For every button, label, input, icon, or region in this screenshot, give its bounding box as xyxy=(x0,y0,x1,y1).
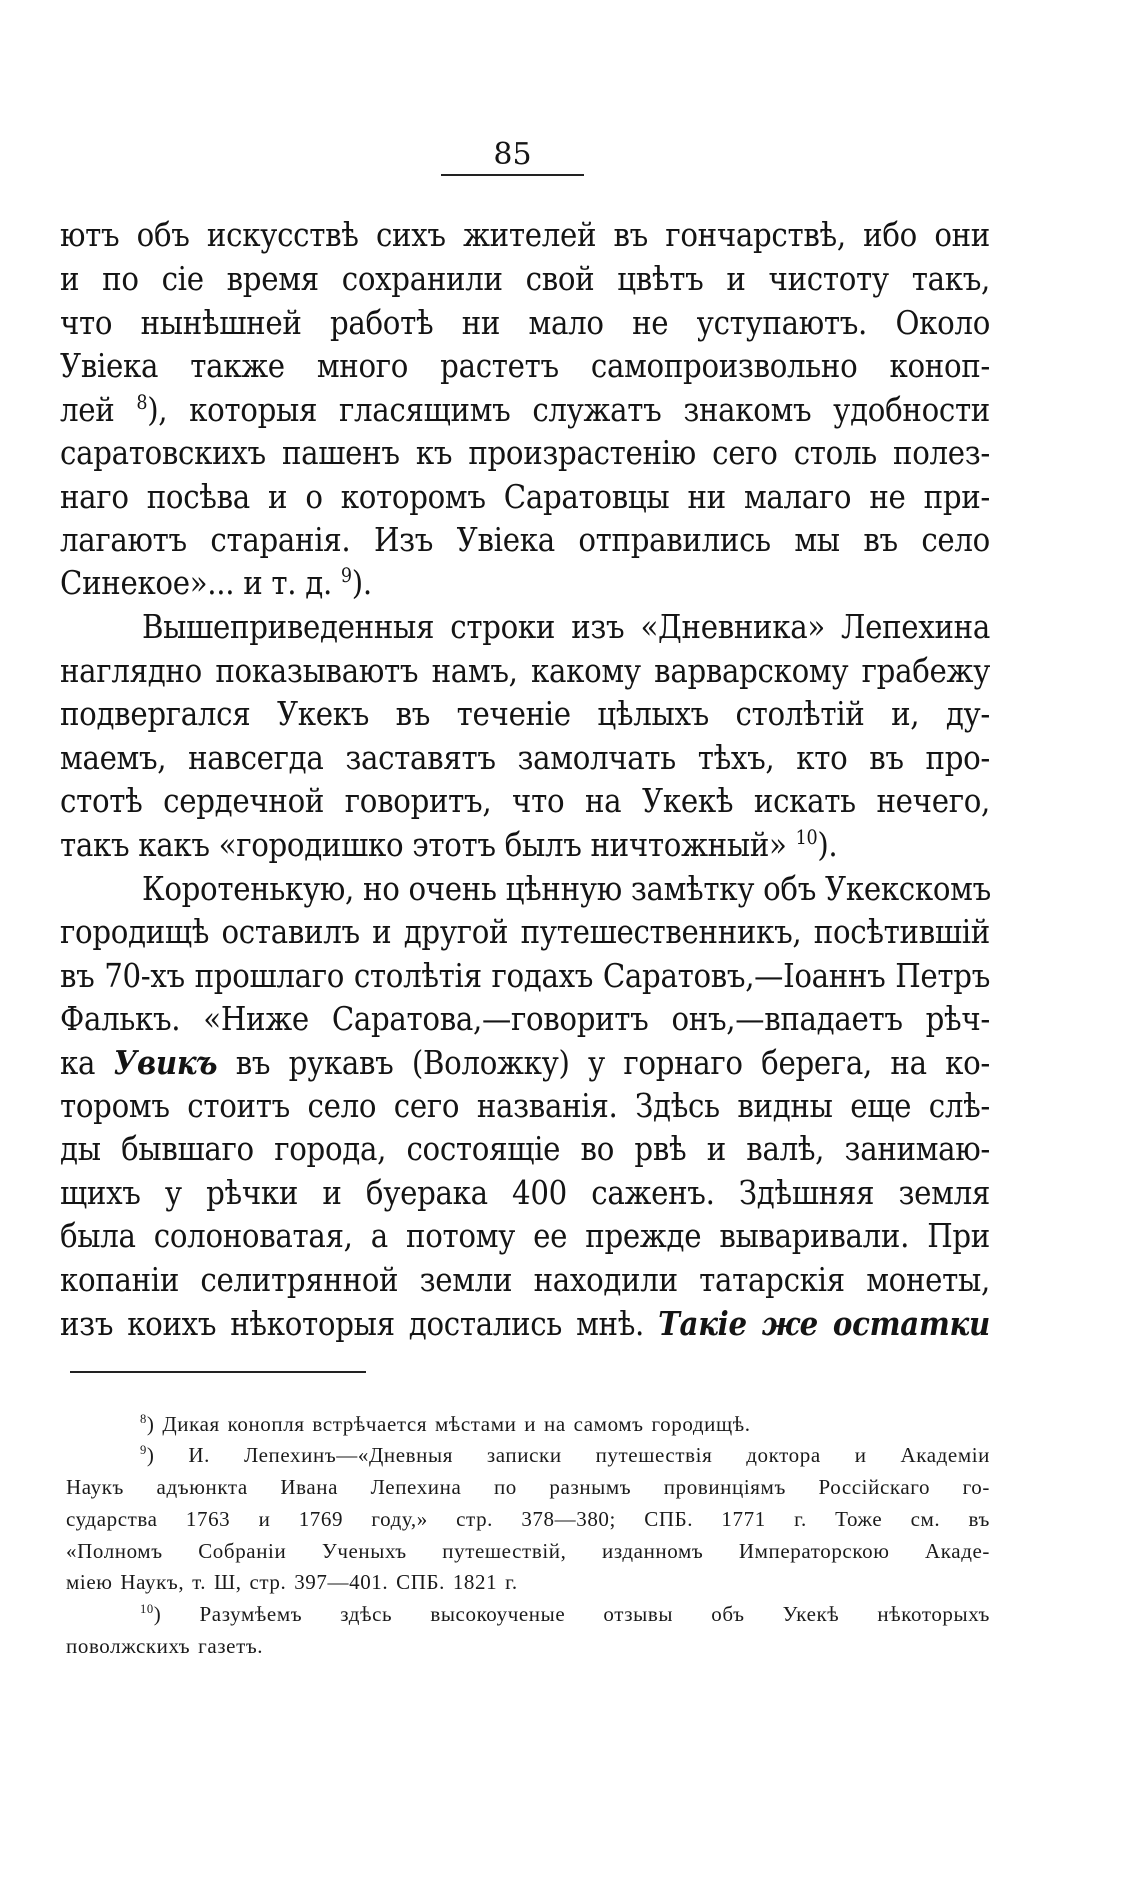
footnote-line: міею Наукъ, т. Ш, стр. 397—401. СПБ. 1821 г. xyxy=(66,1570,518,1594)
body-line: Увіека также много растетъ самопроизвольно коноп- xyxy=(60,347,990,385)
body-line: подвергался Укекъ въ теченіе цѣлыхъ столѣтій и, ду- xyxy=(60,695,990,733)
footnote-line: $^8$) Дикая конопля встрѣчается мѣстами и на самомъ городищѣ. xyxy=(140,1412,751,1436)
footnote-line: поволжскихъ газетъ. xyxy=(66,1634,264,1658)
body-line: такъ какъ «городишко этотъ былъ ничтожный» $^{10}$). xyxy=(60,826,838,864)
footnote-line: $^{10}$) Разумѣемъ здѣсь высокоученые отзывы объ Укекѣ нѣкоторыхъ xyxy=(140,1602,990,1626)
body-line: копаніи селитрянной земли находили татарскія монеты, xyxy=(60,1261,990,1299)
body-line: городищѣ оставилъ и другой путешественникъ, посѣтившій xyxy=(60,913,990,951)
page-number: 85 xyxy=(493,137,532,172)
footnote-rule xyxy=(70,1371,366,1373)
body-line: саратовскихъ пашенъ къ произрастенію сего столь полез- xyxy=(60,434,990,472)
body-line: Фалькъ. «Ниже Саратова,—говоритъ онъ,—впадаетъ рѣч- xyxy=(60,1000,990,1038)
body-line: въ 70-хъ прошлаго столѣтія годахъ Саратовъ,—Іоаннъ Петръ xyxy=(60,957,990,995)
footnote-marker: 8 xyxy=(136,391,148,415)
body-line: лагаютъ старанія. Изъ Увіека отправились мы въ село xyxy=(60,521,990,559)
body-line: что нынѣшней работѣ ни мало не уступаютъ. Около xyxy=(60,304,990,342)
footnote-marker: 9 xyxy=(340,564,352,588)
body-line: ды бывшаго города, состоящіе во рвѣ и валѣ, занимаю- xyxy=(60,1130,990,1168)
body-line: была солоноватая, а потому ее прежде вываривали. При xyxy=(60,1217,990,1255)
body-line: Синекое»... и т. д. $^9$). xyxy=(60,564,372,602)
footnote-marker: 10 xyxy=(140,1602,154,1616)
footnote-line: «Полномъ Собраніи Ученыхъ путешествій, изданномъ Императорскою Акаде- xyxy=(66,1539,990,1563)
footnote-marker: 10 xyxy=(795,826,818,850)
body-line: наглядно показываютъ намъ, какому варварскому грабежу xyxy=(60,652,990,690)
footnote-line: Наукъ адъюнкта Ивана Лепехина по разнымъ провинціямъ Россійскаго го- xyxy=(66,1475,990,1499)
body-line: маемъ, навсегда заставятъ замолчать тѣхъ, кто въ про- xyxy=(60,739,990,777)
body-line: щихъ у рѣчки и буерака 400 саженъ. Здѣшняя земля xyxy=(60,1174,990,1212)
emphasis-text: Такіе же остатки xyxy=(658,1304,990,1343)
body-line: и по сіе время сохранили свой цвѣтъ и чистоту такъ, xyxy=(60,260,990,298)
footnote-line: $^9$) И. Лепехинъ—«Дневныя записки путешествія доктора и Академіи xyxy=(140,1443,990,1467)
header-rule xyxy=(441,174,584,176)
body-line: стотѣ сердечной говоритъ, что на Укекѣ искать нечего, xyxy=(60,782,990,820)
emphasis-text: Увикъ xyxy=(113,1043,218,1082)
body-line: наго посѣва и о которомъ Саратовцы ни малаго не при- xyxy=(60,478,990,516)
body-line: лей $^8$), которыя гласящимъ служатъ знакомъ удобности xyxy=(60,391,990,429)
body-line: Коротенькую, но очень цѣнную замѣтку объ Укекскомъ xyxy=(142,870,991,908)
footnote-marker: 8 xyxy=(140,1412,147,1426)
body-line: Вышеприведенныя строки изъ «Дневника» Лепехина xyxy=(142,608,990,646)
body-line: ютъ объ искусствѣ сихъ жителей въ гончарствѣ, ибо они xyxy=(60,216,990,254)
body-line: ка Увикъ въ рукавъ (Воложку) у горнаго берега, на ко- xyxy=(60,1043,990,1082)
body-line: изъ коихъ нѣкоторыя достались мнѣ. Такіе же остатки xyxy=(60,1304,990,1343)
body-line: торомъ стоитъ село сего названія. Здѣсь видны еще слѣ- xyxy=(60,1087,990,1125)
footnote-marker: 9 xyxy=(140,1443,147,1457)
footnote-line: сударства 1763 и 1769 году,» стр. 378—380; СПБ. 1771 г. Тоже см. въ xyxy=(66,1507,990,1531)
